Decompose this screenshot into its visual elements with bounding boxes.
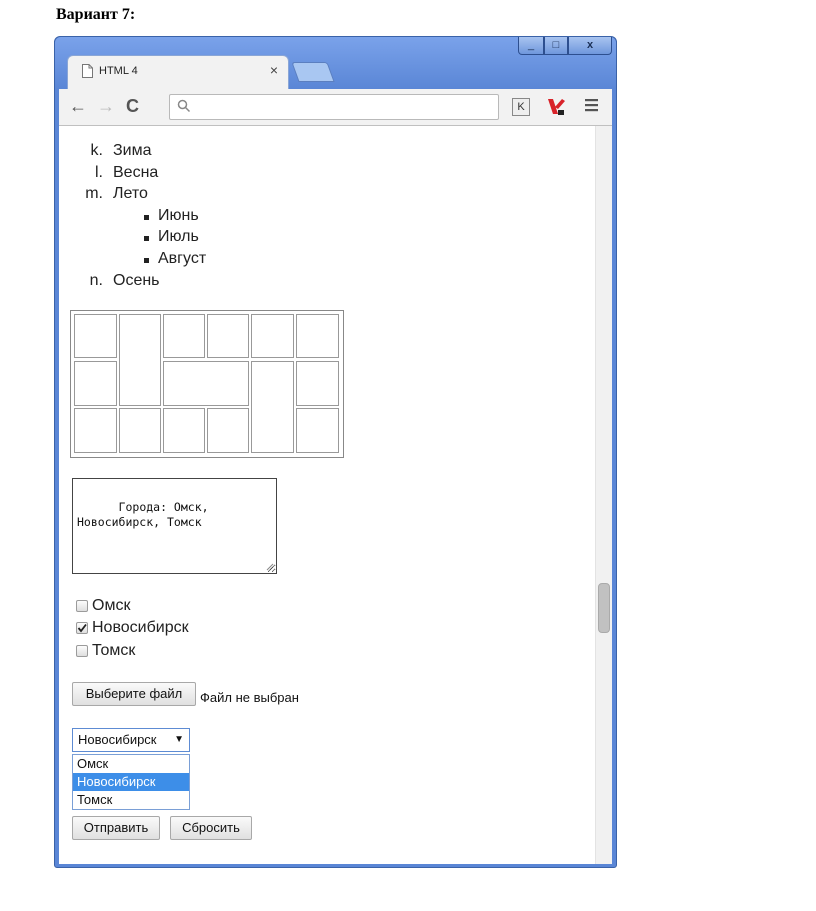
dropdown-arrow-icon: ▼	[174, 734, 184, 745]
table-cell	[74, 361, 117, 406]
table-cell	[296, 314, 339, 358]
reload-icon[interactable]: C	[126, 96, 139, 116]
reset-button[interactable]: Сбросить	[170, 816, 252, 840]
tab-title: HTML 4	[99, 65, 138, 77]
bullet-icon	[144, 258, 149, 263]
checkbox-checked[interactable]	[76, 622, 88, 634]
new-tab-button[interactable]	[291, 62, 334, 82]
select-dropdown	[72, 754, 190, 810]
close-window-button[interactable]: x	[568, 37, 612, 55]
list-item-label: Лето	[113, 185, 148, 202]
window-controls	[518, 37, 612, 55]
table-cell	[163, 361, 249, 406]
table-cell	[207, 408, 249, 453]
tab-close-icon[interactable]: ×	[269, 62, 278, 78]
list-item-label: Весна	[113, 164, 159, 181]
list-item-label: Осень	[113, 272, 160, 289]
table-cell	[251, 314, 294, 358]
list-marker: n.	[89, 272, 103, 289]
kaspersky-icon[interactable]	[546, 98, 566, 116]
list-item-label: Зима	[113, 142, 152, 159]
list-marker: l.	[95, 164, 103, 181]
table-cell	[251, 361, 294, 453]
checkbox-label: Томск	[92, 642, 136, 659]
search-icon	[177, 99, 191, 113]
resize-grip-icon[interactable]	[266, 563, 274, 571]
checkbox-label: Омск	[92, 597, 131, 614]
sub-list-item-label: Август	[158, 250, 207, 267]
checkmark-icon	[77, 623, 87, 633]
sub-list-item-label: Июль	[158, 228, 199, 245]
extension-k-icon[interactable]: K	[512, 98, 530, 116]
checkbox[interactable]	[76, 600, 88, 612]
bullet-icon	[144, 215, 149, 220]
textarea-value: Города: Омск, Новосибирск, Томск	[77, 500, 209, 529]
address-bar[interactable]	[169, 94, 499, 120]
vertical-scrollbar[interactable]	[595, 126, 612, 864]
minimize-button[interactable]: _	[518, 37, 544, 55]
file-status: Файл не выбран	[200, 690, 299, 705]
page-icon	[82, 64, 93, 78]
maximize-button[interactable]: □	[544, 37, 568, 55]
table-cell	[296, 361, 339, 406]
table-cell	[207, 314, 249, 358]
choose-file-button[interactable]: Выберите файл	[72, 682, 196, 706]
table-cell	[163, 408, 205, 453]
page-content	[59, 126, 612, 864]
scrollbar-thumb[interactable]	[598, 583, 610, 633]
table-cell	[119, 314, 161, 406]
bordered-table	[70, 310, 344, 458]
select-option[interactable]: Томск	[77, 792, 113, 807]
browser-tab[interactable]	[67, 55, 289, 89]
browser-window	[54, 36, 617, 868]
table-cell	[74, 408, 117, 453]
list-marker: k.	[90, 142, 103, 159]
table-cell	[296, 408, 339, 453]
document-heading: Вариант 7:	[56, 6, 136, 23]
table-cell	[119, 408, 161, 453]
select-value: Новосибирск	[78, 732, 157, 747]
select-option-highlighted[interactable]: Новосибирск	[73, 773, 189, 791]
sub-list-item-label: Июнь	[158, 207, 199, 224]
table-cell	[163, 314, 205, 358]
back-arrow-icon[interactable]: ←	[69, 96, 87, 116]
browser-toolbar	[59, 89, 612, 126]
checkbox[interactable]	[76, 645, 88, 657]
cities-textarea[interactable]	[72, 478, 277, 574]
select-option[interactable]: Омск	[77, 756, 109, 771]
city-select[interactable]	[72, 728, 190, 752]
submit-button[interactable]: Отправить	[72, 816, 160, 840]
forward-arrow-icon[interactable]: →	[97, 96, 115, 116]
checkbox-label: Новосибирск	[92, 619, 189, 636]
bullet-icon	[144, 236, 149, 241]
list-marker: m.	[85, 185, 103, 202]
menu-icon[interactable]	[584, 97, 600, 113]
table-cell	[74, 314, 117, 358]
